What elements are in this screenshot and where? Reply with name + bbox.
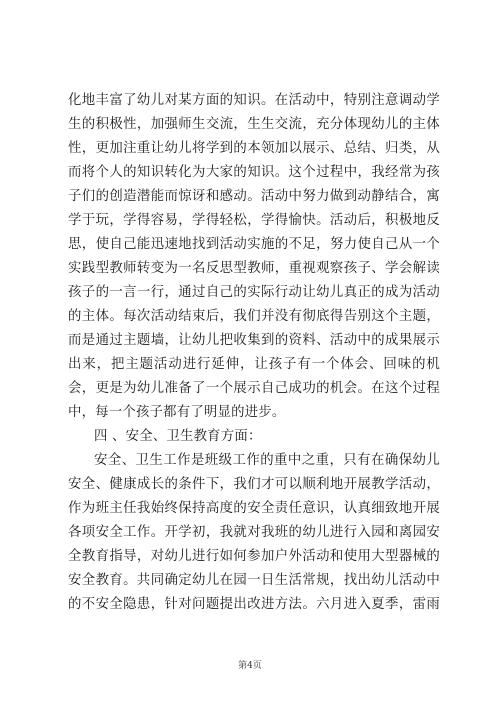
paragraph-line: 生的积极性，加强师生交流，生生交流，充分体现幼儿的主体 [68,117,440,132]
paragraph-line: 出来，把主题活动进行延伸，让孩子有一个体会、回味的机 [68,357,440,372]
paragraph-line: 全教育指导，对幼儿进行如何参加户外活动和使用大型器械的 [68,549,440,564]
paragraph-line: 安全、健康成长的条件下，我们才可以顺利地开展教学活动， [68,477,440,492]
paragraph-line: 化地丰富了幼儿对某方面的知识。在活动中，特别注意调动学 [68,93,440,108]
paragraph-line: 孩子的一言一行，通过自己的实际行动让幼儿真正的成为活动 [68,285,440,300]
paragraph-line: 会，更是为幼儿准备了一个展示自己成功的机会。在这个过程 [68,381,440,396]
paragraph-line: 实践型教师转变为一名反思型教师，重视观察孩子、学会解读 [68,261,440,276]
paragraph-line: 学于玩，学得容易，学得轻松，学得愉快。活动后，积极地反 [68,213,440,228]
paragraph-line: 作为班主任我始终保持高度的安全责任意识，认真细致地开展 [68,501,440,516]
paragraph-line: 中，每一个孩子都有了明显的进步。 [68,405,286,420]
paragraph-line: 的不安全隐患，针对问题提出改进方法。六月进入夏季，雷雨 [68,597,440,612]
paragraph-line: 而是通过主题墙，让幼儿把收集到的资料、活动中的成果展示 [68,333,440,348]
paragraph-line: 各项安全工作。开学初，我就对我班的幼儿进行入园和离园安 [68,525,440,540]
paragraph-line: 思，使自己能迅速地找到活动实施的不足，努力使自己从一个 [68,237,440,252]
page-number: 第4页 [238,661,262,671]
paragraph-line: 性，更加注重让幼儿将学到的本领加以展示、总结、归类，从 [68,141,440,156]
paragraph-line: 的主体。每次活动结束后，我们并没有彻底得告别这个主题， [68,309,440,324]
paragraph-line: 安全教育。共同确定幼儿在园一日生活常规，找出幼儿活动中 [68,573,440,588]
document-body [68,89,440,617]
paragraph-line: 子们的创造潜能而惊讶和感动。活动中努力做到动静结合，寓 [68,189,440,204]
section-heading: 四 、安全、卫生教育方面： [94,429,262,444]
paragraph-line: 而将个人的知识转化为大家的知识。这个过程中，我经常为孩 [68,165,440,180]
paragraph-line: 安全、卫生工作是班级工作的重中之重，只有在确保幼儿 [94,453,440,468]
